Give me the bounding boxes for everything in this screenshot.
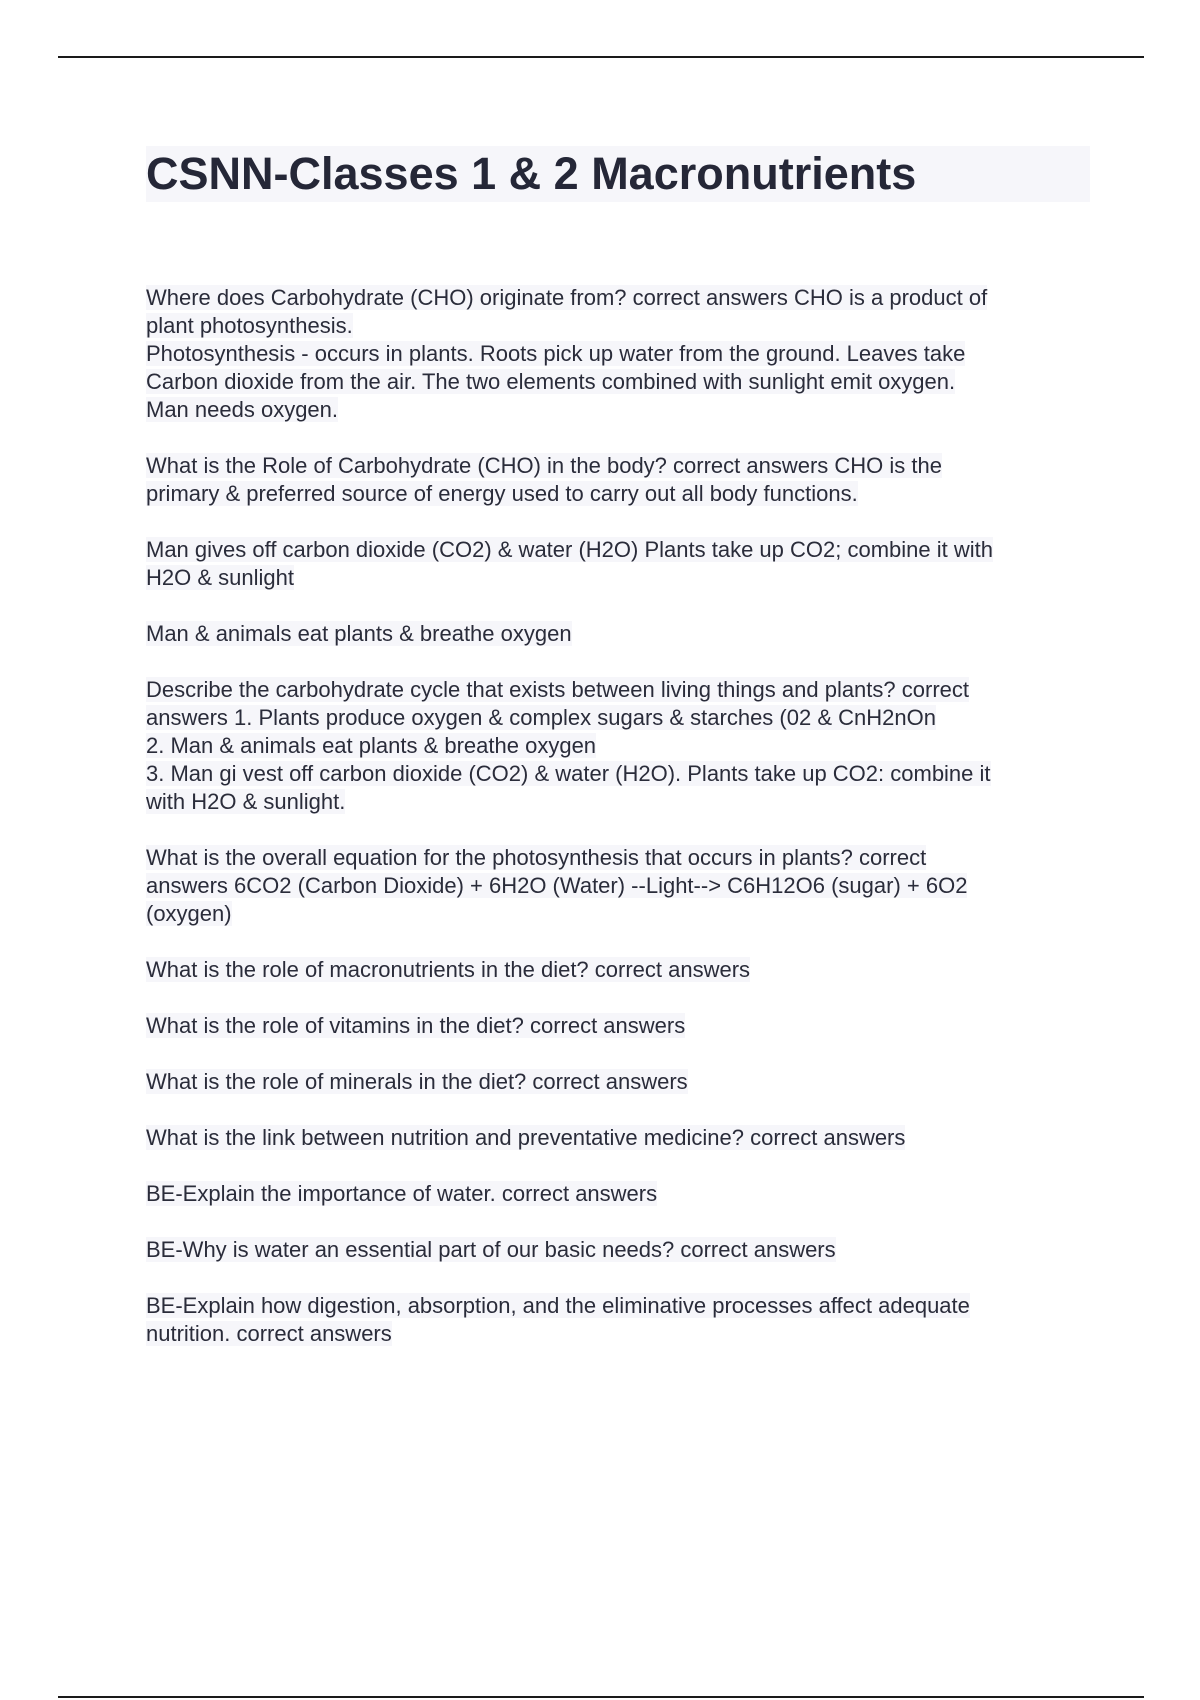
qa-entry xyxy=(146,536,1090,592)
qa-line xyxy=(146,900,1090,928)
qa-line xyxy=(146,1320,1090,1348)
qa-line-text: with H2O & sunlight. xyxy=(146,789,346,814)
qa-line xyxy=(146,284,1090,312)
qa-line-text: BE-Explain the importance of water. correct answers xyxy=(146,1181,658,1206)
qa-line xyxy=(146,452,1090,480)
qa-line-text: Man needs oxygen. xyxy=(146,397,339,422)
qa-line-text: Where does Carbohydrate (CHO) originate from? correct answers CHO is a product of xyxy=(146,285,988,310)
bottom-rule xyxy=(58,1696,1144,1698)
qa-line-text: Describe the carbohydrate cycle that exists between living things and plants? correct xyxy=(146,677,969,702)
qa-entry xyxy=(146,1292,1090,1348)
qa-entry xyxy=(146,956,1090,984)
qa-entry xyxy=(146,844,1090,928)
qa-line-text: What is the role of minerals in the diet? correct answers xyxy=(146,1069,688,1094)
qa-line-text: H2O & sunlight xyxy=(146,565,294,590)
qa-line-text: plant photosynthesis. xyxy=(146,313,353,338)
qa-line-text: Man & animals eat plants & breathe oxygen xyxy=(146,621,572,646)
qa-line xyxy=(146,1012,1090,1040)
qa-line xyxy=(146,956,1090,984)
qa-line xyxy=(146,1236,1090,1264)
top-rule xyxy=(58,56,1144,58)
qa-line xyxy=(146,312,1090,340)
qa-line xyxy=(146,480,1090,508)
qa-line xyxy=(146,844,1090,872)
qa-line-text: What is the role of vitamins in the diet? correct answers xyxy=(146,1013,686,1038)
qa-line-text: nutrition. correct answers xyxy=(146,1321,392,1346)
qa-entry xyxy=(146,452,1090,508)
qa-line-text: (oxygen) xyxy=(146,901,232,926)
qa-entry xyxy=(146,676,1090,816)
qa-line xyxy=(146,564,1090,592)
qa-line-text: Carbon dioxide from the air. The two elements combined with sunlight emit oxygen. xyxy=(146,369,956,394)
qa-line-text: Man gives off carbon dioxide (CO2) & water (H2O) Plants take up CO2; combine it with xyxy=(146,537,993,562)
qa-line xyxy=(146,340,1090,368)
qa-line xyxy=(146,760,1090,788)
qa-entry xyxy=(146,1124,1090,1152)
qa-line xyxy=(146,1068,1090,1096)
qa-line xyxy=(146,872,1090,900)
qa-line xyxy=(146,1124,1090,1152)
qa-line xyxy=(146,396,1090,424)
qa-line-text: What is the link between nutrition and preventative medicine? correct answers xyxy=(146,1125,906,1150)
qa-entry xyxy=(146,284,1090,424)
qa-line-text: What is the Role of Carbohydrate (CHO) in the body? correct answers CHO is the xyxy=(146,453,942,478)
qa-entry xyxy=(146,1236,1090,1264)
qa-line xyxy=(146,732,1090,760)
qa-entry xyxy=(146,1068,1090,1096)
qa-line-text: BE-Explain how digestion, absorption, and the eliminative processes affect adequate xyxy=(146,1293,970,1318)
page-title: CSNN-Classes 1 & 2 Macronutrients xyxy=(146,146,1090,202)
qa-line xyxy=(146,676,1090,704)
qa-line-text: 3. Man gi vest off carbon dioxide (CO2) & water (H2O). Plants take up CO2: combine it xyxy=(146,761,991,786)
qa-line xyxy=(146,788,1090,816)
qa-line-text: BE-Why is water an essential part of our basic needs? correct answers xyxy=(146,1237,836,1262)
qa-line xyxy=(146,620,1090,648)
qa-line-text: Photosynthesis - occurs in plants. Roots pick up water from the ground. Leaves take xyxy=(146,341,966,366)
qa-list xyxy=(146,284,1090,1376)
qa-line xyxy=(146,1292,1090,1320)
qa-entry xyxy=(146,620,1090,648)
qa-entry xyxy=(146,1012,1090,1040)
qa-line-text: answers 6CO2 (Carbon Dioxide) + 6H2O (Water) --Light--> C6H12O6 (sugar) + 6O2 xyxy=(146,873,968,898)
qa-entry xyxy=(146,1180,1090,1208)
qa-line xyxy=(146,704,1090,732)
qa-line-text: What is the role of macronutrients in the diet? correct answers xyxy=(146,957,751,982)
qa-line-text: What is the overall equation for the photosynthesis that occurs in plants? correct xyxy=(146,845,927,870)
qa-line xyxy=(146,536,1090,564)
qa-line-text: primary & preferred source of energy used to carry out all body functions. xyxy=(146,481,858,506)
qa-line-text: answers 1. Plants produce oxygen & complex sugars & starches (02 & CnH2nOn xyxy=(146,705,936,730)
qa-line-text: 2. Man & animals eat plants & breathe oxygen xyxy=(146,733,597,758)
qa-line xyxy=(146,368,1090,396)
qa-line xyxy=(146,1180,1090,1208)
